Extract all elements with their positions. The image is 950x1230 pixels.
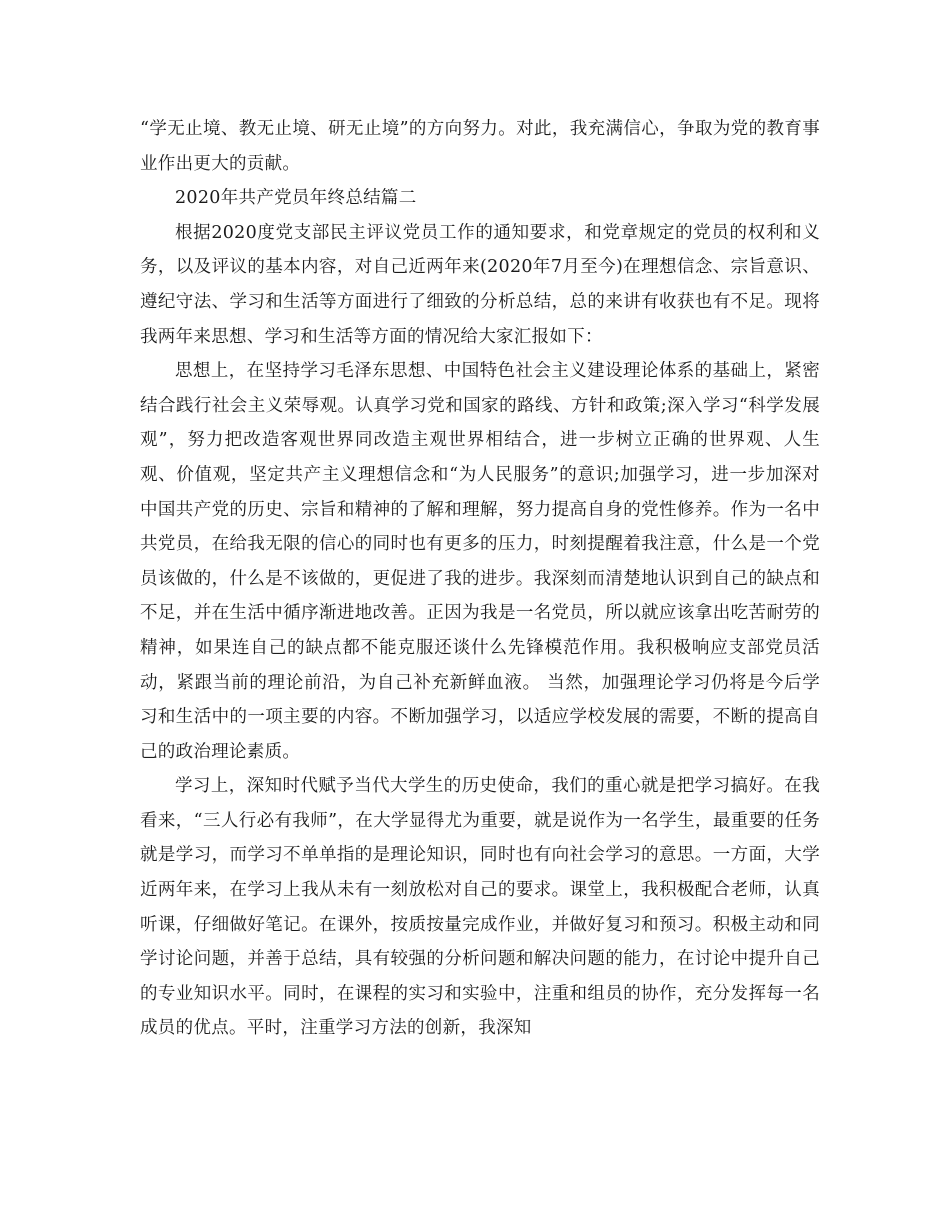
paragraph-study: 学习上，深知时代赋予当代大学生的历史使命，我们的重心就是把学习搞好。在我看来，“三人行必有我师”，在大学显得尤为重要，就是说作为一名学生，最重要的任务就是学习，而学习不单单指的是理论知识，同时也有向社会学习的意思。一方面，大学近两年来，在学习上我从未有一刻放松对自己的要求。课堂上，我积极配合老师，认真听课，仔细做好笔记。在课外，按质按量完成作业，并做好复习和预习。积极主动和同学讨论问题，并善于总结，具有较强的分析问题和解决问题的能力，在讨论中提升自己的专业知识水平。同时，在课程的实习和实验中，注重和组员的协作，充分发挥每一名成员的优点。平时，注重学习方法的创新，我深知 xyxy=(140,776,820,1039)
section-heading: 2020年共产党员年终总结篇二 xyxy=(175,188,417,209)
paragraph-intro: 根据2020度党支部民主评议党员工作的通知要求，和党章规定的党员的权利和义务，以及评议的基本内容，对自己近两年来(2020年7月至今)在理想信念、宗旨意识、遵纪守法、学习和生活等方面进行了细致的分析总结，总的来讲有收获也有不足。现将我两年来思想、学习和生活等方面的情况给大家汇报如下： xyxy=(140,222,820,347)
paragraph-continuation: “学无止境、教无止境、研无止境”的方向努力。对此，我充满信心，争取为党的教育事业作出更大的贡献。 xyxy=(140,119,820,174)
document-body xyxy=(140,112,820,1046)
paragraph-ideology: 思想上，在坚持学习毛泽东思想、中国特色社会主义建设理论体系的基础上，紧密结合践行社会主义荣辱观。认真学习党和国家的路线、方针和政策;深入学习“科学发展观”，努力把改造客观世界同改造主观世界相结合，进一步树立正确的世界观、人生观、价值观，坚定共产主义理想信念和“为人民服务”的意识;加强学习，进一步加深对中国共产党的历史、宗旨和精神的了解和理解，努力提高自身的党性修养。作为一名中共党员，在给我无限的信心的同时也有更多的压力，时刻提醒着我注意，什么是一个党员该做的，什么是不该做的，更促进了我的进步。我深刻而清楚地认识到自己的缺点和不足，并在生活中循序渐进地改善。正因为我是一名党员，所以就应该拿出吃苦耐劳的精神，如果连自己的缺点都不能克服还谈什么先锋模范作用。我积极响应支部党员活动，紧跟当前的理论前沿，为自己补充新鲜血液。 当然，加强理论学习仍将是今后学习和生活中的一项主要的内容。不断加强学习，以适应学校发展的需要，不断的提高自己的政治理论素质。 xyxy=(140,361,820,762)
